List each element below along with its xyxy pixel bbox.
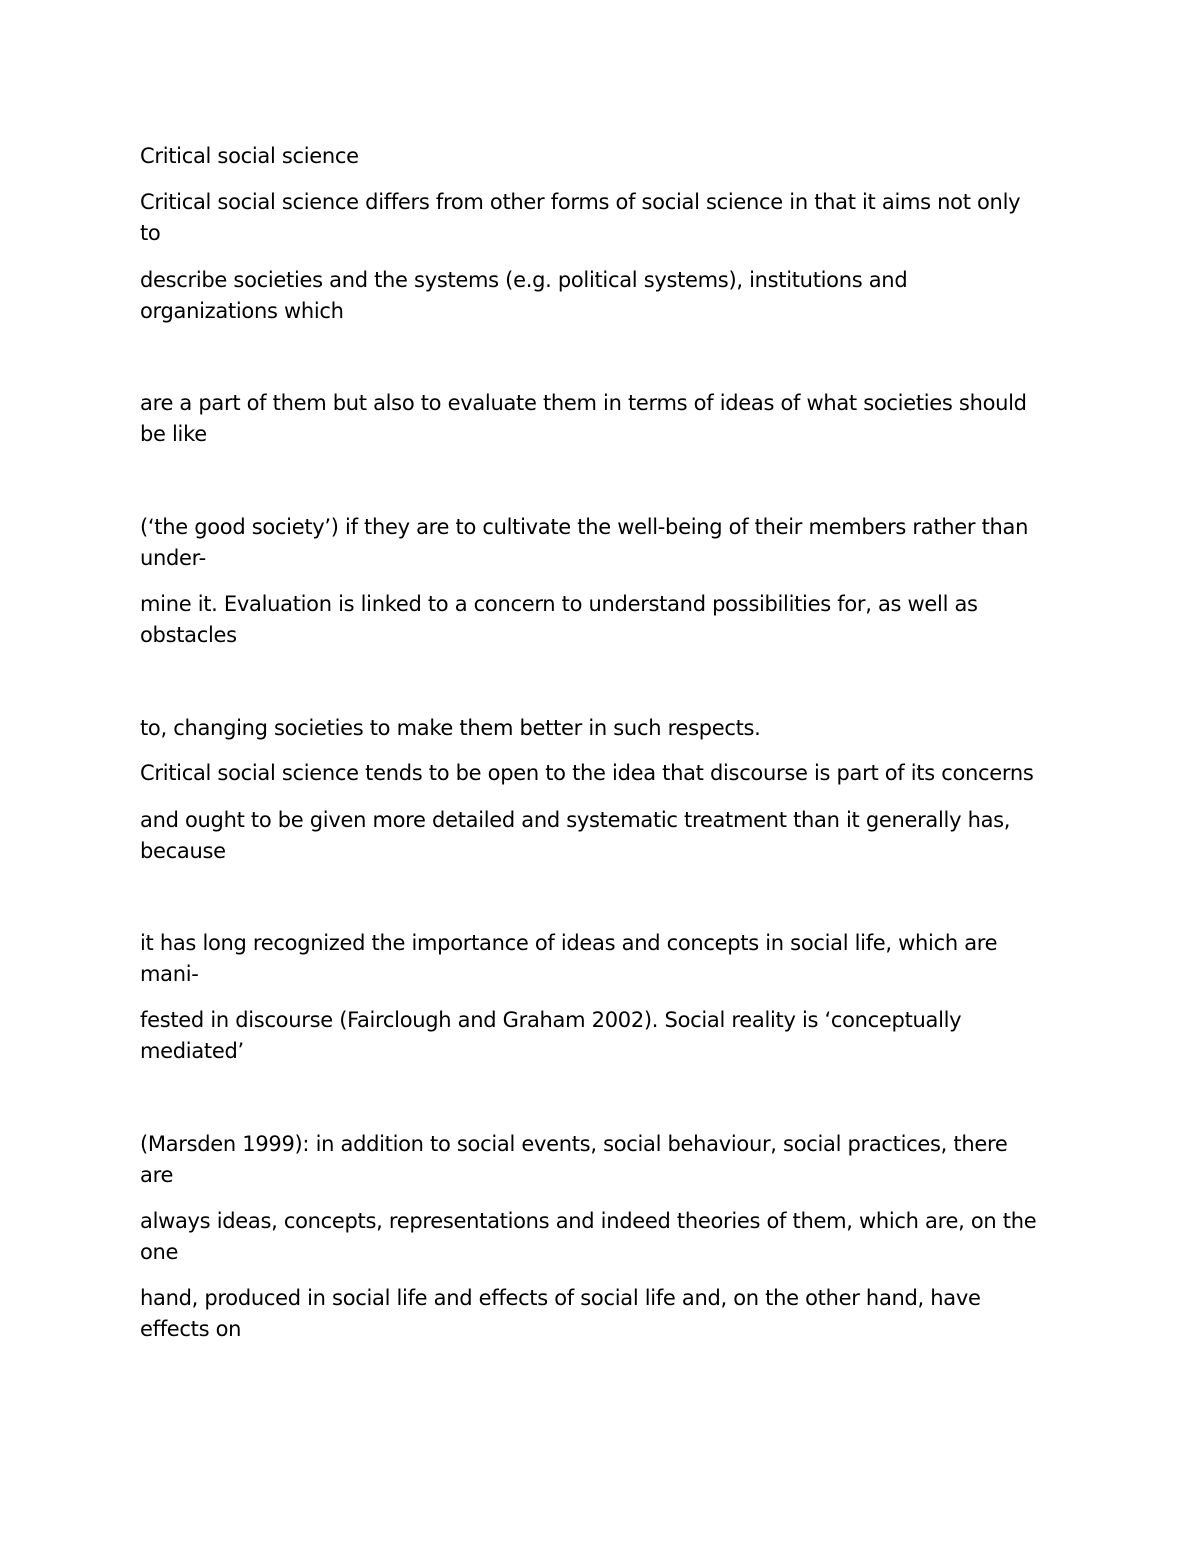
- paragraph-line: Critical social science tends to be open to the idea that discourse is part of its concerns: [140, 761, 1034, 785]
- paragraph-line: one: [140, 1240, 179, 1264]
- paragraph-line: are a part of them but also to evaluate them in terms of ideas of what societies should: [140, 391, 1027, 415]
- paragraph-line: and ought to be given more detailed and systematic treatment than it generally has,: [140, 808, 1011, 832]
- paragraph-1: [140, 187, 1060, 249]
- paragraph-7: [140, 758, 1060, 789]
- paragraph-11: [140, 1129, 1060, 1191]
- paragraph-line: mani-: [140, 962, 199, 986]
- paragraph-line: (Marsden 1999): in addition to social events, social behaviour, social practices, there: [140, 1132, 1008, 1156]
- paragraph-line: are: [140, 1163, 174, 1187]
- paragraph-10: [140, 1005, 1060, 1067]
- paragraph-line: mine it. Evaluation is linked to a concern to understand possibilities for, as well as: [140, 592, 978, 616]
- paragraph-line: it has long recognized the importance of ideas and concepts in social life, which are: [140, 931, 998, 955]
- paragraph-line: under-: [140, 546, 206, 570]
- paragraph-9: [140, 928, 1060, 990]
- paragraph-line: organizations which: [140, 299, 344, 323]
- paragraph-line: (‘the good society’) if they are to cultivate the well-being of their members rather than: [140, 515, 1029, 539]
- paragraph-line: to: [140, 221, 161, 245]
- paragraph-4: [140, 512, 1060, 574]
- title-line: Critical social science: [140, 144, 359, 168]
- paragraph-2: [140, 265, 1060, 327]
- paragraph-line: effects on: [140, 1317, 242, 1341]
- paragraph-line: describe societies and the systems (e.g. political systems), institutions and: [140, 268, 908, 292]
- paragraph-line: fested in discourse (Fairclough and Graham 2002). Social reality is ‘conceptually: [140, 1008, 962, 1032]
- paragraph-3: [140, 388, 1060, 450]
- paragraph-5: [140, 589, 1060, 651]
- paragraph-8: [140, 805, 1060, 867]
- document-title: [140, 141, 1060, 172]
- paragraph-13: [140, 1283, 1060, 1345]
- paragraph-line: because: [140, 839, 226, 863]
- paragraph-line: be like: [140, 422, 207, 446]
- paragraph-line: to, changing societies to make them better in such respects.: [140, 716, 761, 740]
- paragraph-6: [140, 713, 1060, 744]
- paragraph-line: mediated’: [140, 1039, 244, 1063]
- paragraph-12: [140, 1206, 1060, 1268]
- paragraph-line: always ideas, concepts, representations and indeed theories of them, which are, on the: [140, 1209, 1037, 1233]
- paragraph-line: hand, produced in social life and effects of social life and, on the other hand, have: [140, 1286, 981, 1310]
- paragraph-line: obstacles: [140, 623, 237, 647]
- paragraph-line: Critical social science differs from other forms of social science in that it aims not only: [140, 190, 1021, 214]
